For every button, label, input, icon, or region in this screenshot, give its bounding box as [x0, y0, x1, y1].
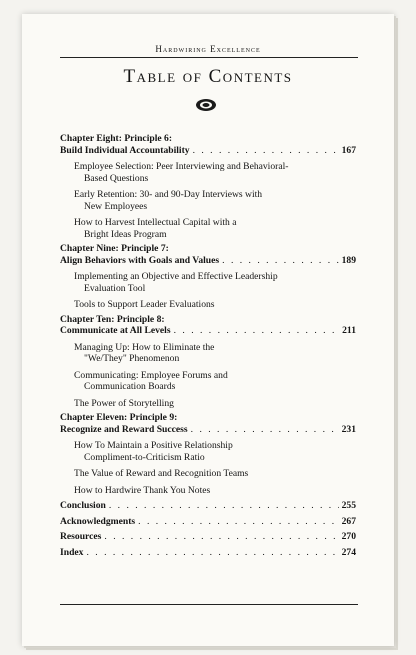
page-number: 211 [342, 325, 356, 336]
section-entry [74, 271, 356, 294]
section-title-cont: Communication Boards [84, 381, 176, 392]
section-title-cont: Based Questions [84, 172, 149, 184]
chapter-title: Communicate at All Levels [60, 325, 171, 336]
section-title-cont: "We/They" Phenomenon [84, 353, 180, 364]
chapter-heading: Chapter Eight: Principle 6: [60, 133, 173, 144]
table-of-contents [60, 132, 356, 558]
page-number: 167 [341, 144, 356, 156]
section-entry [74, 398, 356, 410]
section-entry [74, 485, 356, 497]
section-title-cont: Evaluation Tool [84, 282, 146, 294]
section-title-cont: New Employees [84, 200, 148, 212]
section-title: The Value of Reward and Recognition Teams [74, 468, 249, 479]
section-title: How to Harvest Intellectual Capital with a [74, 217, 237, 228]
page-number: 267 [341, 515, 356, 527]
chapter-heading: Chapter Ten: Principle 8: [60, 313, 165, 325]
chapter-title: Align Behaviors with Goals and Values [60, 254, 220, 266]
chapter-heading: Chapter Eleven: Principle 9: [60, 412, 178, 423]
section-title-cont: Bright Ideas Program [84, 228, 167, 240]
section-title: The Power of Storytelling [74, 397, 174, 409]
section-title: Communicating: Employee Forums and [74, 369, 228, 381]
dot-leader [138, 516, 338, 528]
section-entry [74, 189, 356, 212]
dot-leader [191, 424, 339, 436]
footer-rule [60, 604, 358, 605]
ornament-icon [195, 98, 217, 112]
entry-title: Resources [60, 531, 102, 542]
section-entry [74, 299, 356, 311]
page-number: 231 [341, 423, 356, 435]
section-entry [74, 440, 356, 463]
header-rule [60, 57, 358, 58]
entry-title: Acknowledgments [60, 515, 136, 527]
end-matter-entry [60, 500, 356, 512]
section-entry [74, 370, 356, 393]
section-entry [74, 468, 356, 480]
page-number: 255 [341, 500, 356, 511]
section-title: Tools to Support Leader Evaluations [74, 299, 215, 310]
running-head: Hardwiring Excellence [155, 44, 261, 54]
chapter-entry [60, 243, 356, 266]
page-title: Table of Contents [123, 66, 293, 87]
page-number: 189 [341, 254, 356, 266]
dot-leader [104, 531, 338, 543]
chapter-entry [60, 133, 356, 156]
dot-leader [222, 255, 338, 267]
section-title: How To Maintain a Positive Relationship [74, 440, 233, 451]
entry-title: Index [60, 546, 84, 558]
chapter-title: Recognize and Reward Success [60, 423, 188, 435]
dot-leader [86, 547, 338, 559]
book-page [22, 14, 394, 646]
chapter-entry [60, 314, 356, 337]
section-entry [74, 342, 356, 365]
entry-title: Conclusion [60, 500, 106, 511]
dot-leader [109, 500, 339, 512]
end-matter-entry [60, 547, 356, 559]
section-title: Implementing an Objective and Effective Leadership [74, 271, 278, 282]
chapter-heading: Chapter Nine: Principle 7: [60, 243, 169, 254]
dot-leader [174, 325, 340, 337]
section-entry [74, 161, 356, 184]
section-title: Managing Up: How to Eliminate the [74, 341, 215, 353]
section-title-cont: Compliment-to-Criticism Ratio [84, 451, 205, 463]
section-title: Employee Selection: Peer Interviewing and Behavioral- [74, 161, 289, 172]
chapter-entry [60, 412, 356, 435]
end-matter-entry [60, 531, 356, 543]
chapter-title: Build Individual Accountability [60, 144, 190, 156]
section-title: Early Retention: 30- and 90-Day Interviews with [74, 189, 263, 200]
page-number: 270 [341, 531, 356, 542]
dot-leader [193, 145, 339, 157]
section-entry [74, 217, 356, 240]
page-number: 274 [341, 546, 356, 558]
end-matter-entry [60, 516, 356, 528]
section-title: How to Hardwire Thank You Notes [74, 484, 211, 496]
